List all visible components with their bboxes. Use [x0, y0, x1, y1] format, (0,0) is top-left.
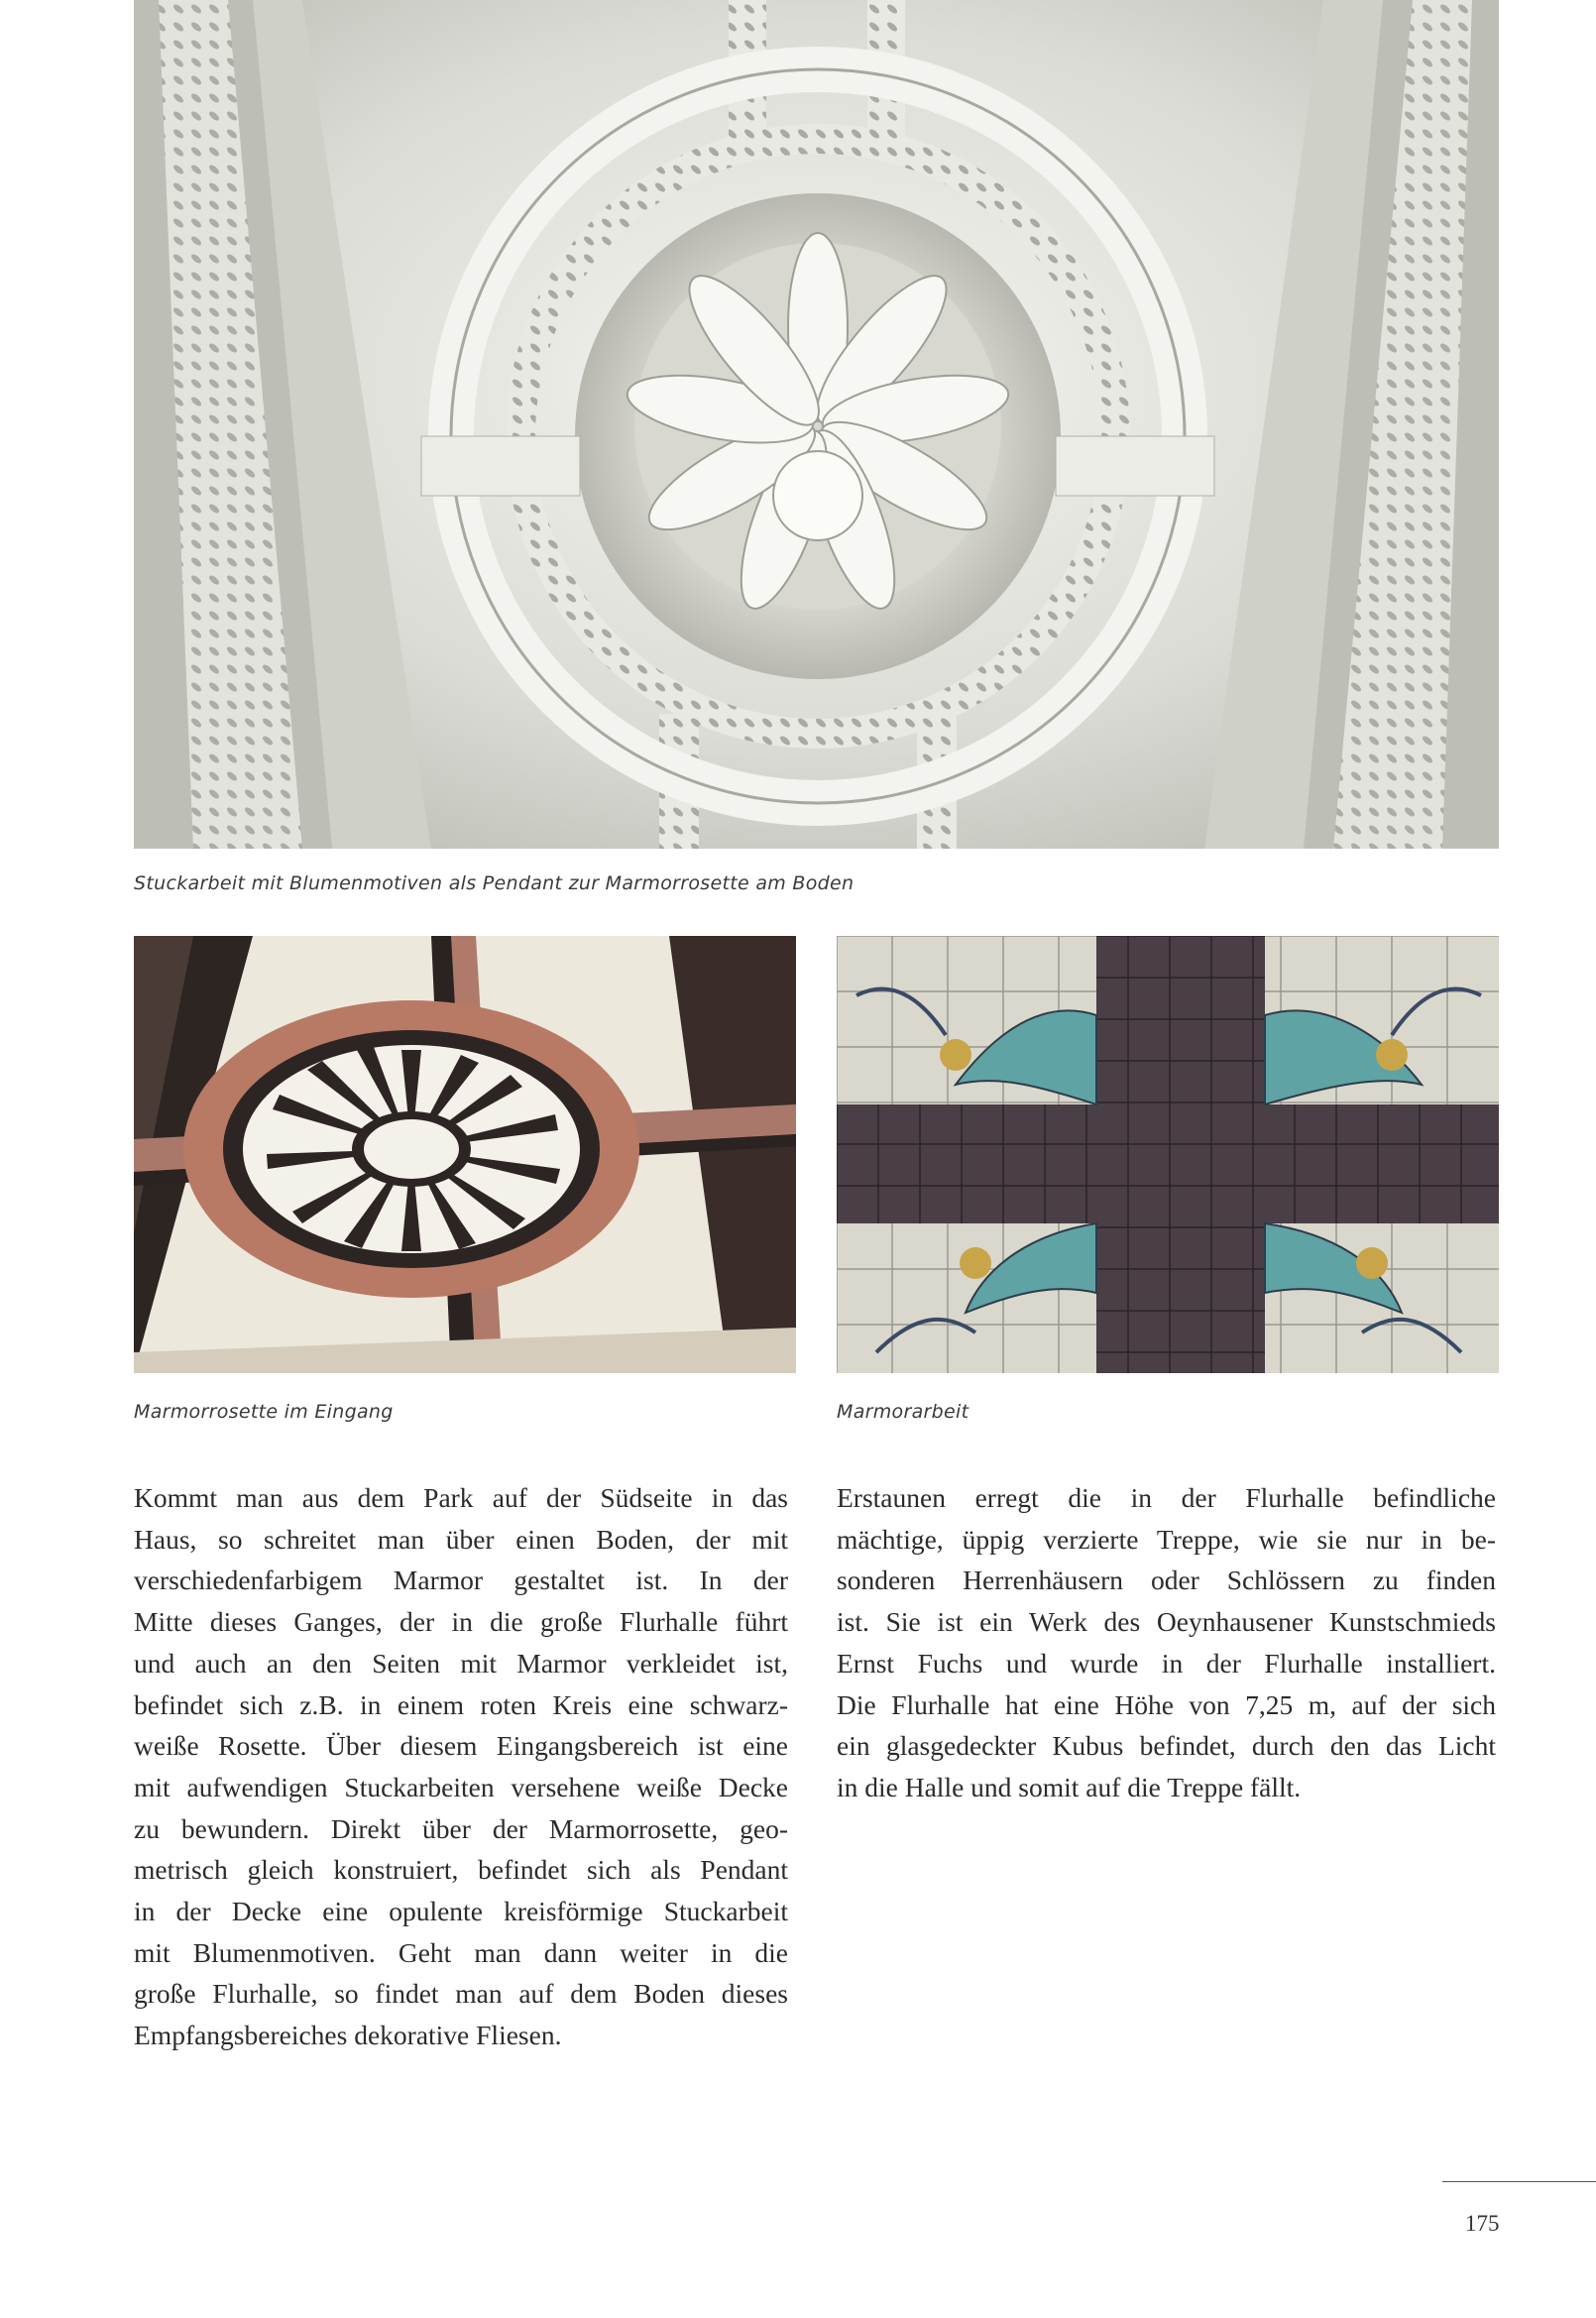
body-line: mächtige, üppig verzierte Treppe, wie sie nur in be- [837, 1523, 1496, 1555]
body-line: Die Flurhalle hat eine Höhe von 7,25 m, auf der sich [837, 1688, 1496, 1720]
tiles-caption: Marmorarbeit [837, 1401, 969, 1423]
body-line: Empfangsbereiches dekorative Fliesen. [134, 2020, 562, 2051]
body-line: sonderen Herrenhäusern oder Schlössern zu finden [837, 1565, 1496, 1596]
body-line: metrisch gleich konstruiert, befindet sich als Pendant [134, 1854, 788, 1886]
rosette-caption: Marmorrosette im Eingang [134, 1401, 394, 1423]
marble-rosette-image [134, 936, 796, 1373]
ceiling-stucco-image [134, 0, 1499, 849]
body-line: Kommt man aus dem Park auf der Südseite in das [134, 1482, 788, 1513]
body-line: weiße Rosette. Über diesem Eingangsbereich ist eine [134, 1730, 788, 1762]
body-line: ein glasgedeckter Kubus befindet, durch den das Licht [837, 1730, 1496, 1762]
body-line: ist. Sie ist ein Werk des Oeynhausener Kunstschmieds [837, 1606, 1496, 1638]
body-line: große Flurhalle, so findet man auf dem Boden dieses [134, 1978, 788, 2010]
body-line: mit Blumenmotiven. Geht man dann weiter in die [134, 1936, 788, 1968]
marble-tile-floor-photo [837, 936, 1499, 1373]
marble-rosette-photo [134, 936, 796, 1373]
body-right-column [837, 1477, 1496, 1808]
body-line: mit aufwendigen Stuckarbeiten versehene weiße Decke [134, 1771, 788, 1802]
body-line: befindet sich z.B. in einem roten Kreis eine schwarz- [134, 1688, 788, 1720]
body-line: Mitte dieses Ganges, der in die große Flurhalle führt [134, 1606, 788, 1638]
body-line: verschiedenfarbigem Marmor gestaltet ist. In der [134, 1565, 788, 1596]
ceiling-caption: Stuckarbeit mit Blumenmotiven als Pendant zur Marmorrosette am Boden [134, 872, 855, 894]
body-line: und auch an den Seiten mit Marmor verkleidet ist, [134, 1647, 788, 1679]
page-number-rule [1442, 2181, 1596, 2182]
ceiling-stucco-photo [134, 0, 1499, 849]
body-line: Erstaunen erregt die in der Flurhalle befindliche [837, 1482, 1496, 1513]
body-line: in der Decke eine opulente kreisförmige Stuckarbeit [134, 1896, 788, 1927]
body-line: in die Halle und somit auf die Treppe fällt. [837, 1771, 1302, 1802]
marble-tile-floor-image [837, 936, 1499, 1373]
page-number: 175 [1465, 2211, 1500, 2236]
body-line: Haus, so schreitet man über einen Boden, der mit [134, 1523, 788, 1555]
body-line: Ernst Fuchs und wurde in der Flurhalle installiert. [837, 1647, 1496, 1679]
body-left-column [134, 1477, 788, 2056]
body-line: zu bewundern. Direkt über der Marmorrosette, geo- [134, 1812, 788, 1844]
